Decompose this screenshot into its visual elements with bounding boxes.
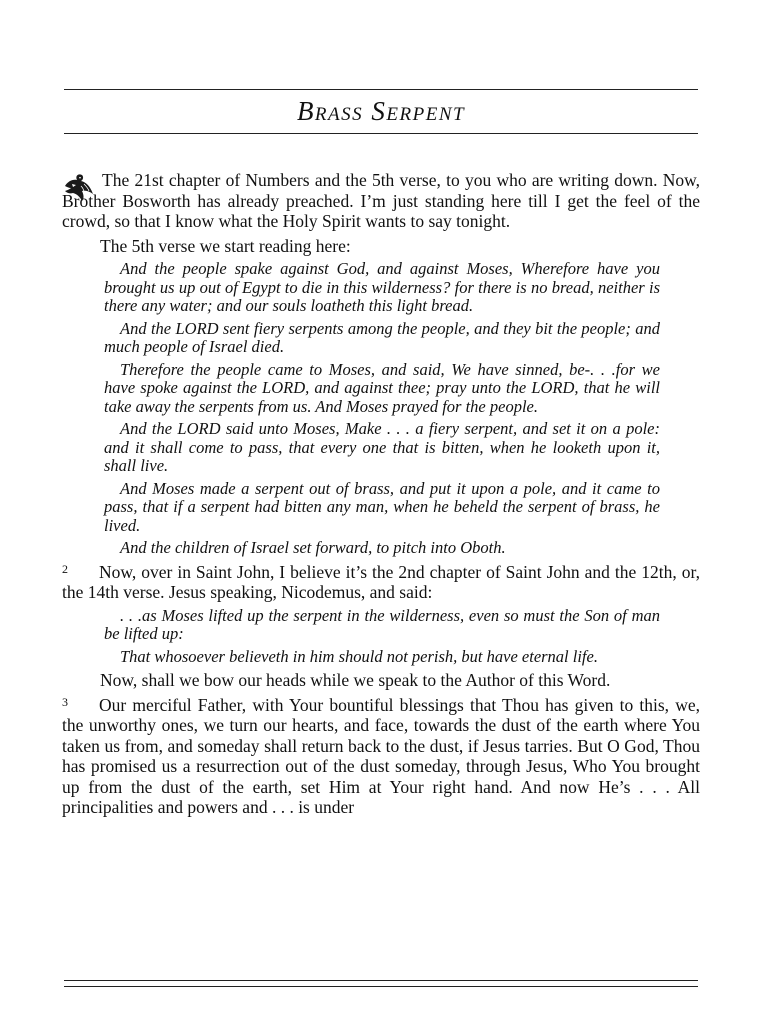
- paragraph-number: 3: [62, 694, 68, 709]
- paragraph-2b: Now, shall we bow our heads while we speak to the Author of this Word.: [100, 670, 611, 690]
- paragraph-2: [62, 562, 700, 603]
- bottom-rule-double: [64, 986, 698, 987]
- verse-5: And Moses made a serpent out of brass, and put it upon a pole, and it came to pass, that if a serpent had bitten any man, when he beheld the serpent of brass, he lived.: [104, 478, 660, 535]
- paragraph-2-text: Now, over in Saint John, I believe it’s the 2nd chapter of Saint John and the 12th, or, the 14th verse. Jesus speaking, Nicodemus, and said:: [62, 561, 700, 602]
- paragraph-1b: The 5th verse we start reading here:: [100, 235, 351, 256]
- verse-1: And the people spake against God, and against Moses, Wherefore have you brought us up out of Egypt to die in this wilderness? for there is no bread, neither is there any water; and our souls loatheth this light bread.: [104, 259, 660, 315]
- paragraph-number: 2: [62, 561, 68, 576]
- verse-3: Therefore the people came to Moses, and said, We have sinned, be-. . .for we have spoke against the LORD, and against thee; pray unto the LORD, that he will take away the serpents from us. And Moses prayed for the people.: [104, 359, 660, 416]
- verse-6: And the children of Israel set forward, to pitch into Oboth.: [120, 538, 506, 557]
- page-content: [62, 170, 700, 822]
- verse-7: . . .as Moses lifted up the serpent in the wilderness, even so must the Son of man be lifted up:: [104, 605, 660, 643]
- paragraph-3-text: Our merciful Father, with Your bountiful blessings that Thou has given to this, we, the unworthy ones, we turn our hearts, and face, towards the dust of the earth where You taken us from, and someday shall return back to the dust, if Jesus tarries. But O God, Thou has promised us a resurrection out of the dust someday, through Jesus, Who You brought up from the dust of the earth, set Him at Your right hand. And now He’s . . . All principalities and powers and . . . is under: [62, 694, 700, 817]
- verse-4: And the LORD said unto Moses, Make . . . a fiery serpent, and set it on a pole: and it shall come to pass, that every one that is bitten, when he looketh upon it, shall live.: [104, 419, 660, 475]
- verse-8: That whosoever believeth in him should not perish, but have eternal life.: [120, 646, 598, 666]
- title-rule: [64, 133, 698, 134]
- paragraph-1: The 21st chapter of Numbers and the 5th verse, to you who are writing down. Now, Brother Bosworth has already preached. I’m just standing here till I get the feel of the crowd, so that I know what the Holy Spirit wants to say tonight.: [62, 170, 700, 231]
- page-title: Brass Serpent: [296, 96, 466, 126]
- verse-2: And the LORD sent fiery serpents among the people, and they bit the people; and much people of Israel died.: [104, 318, 660, 356]
- bottom-rule: [64, 980, 698, 981]
- paragraph-3: [62, 695, 700, 818]
